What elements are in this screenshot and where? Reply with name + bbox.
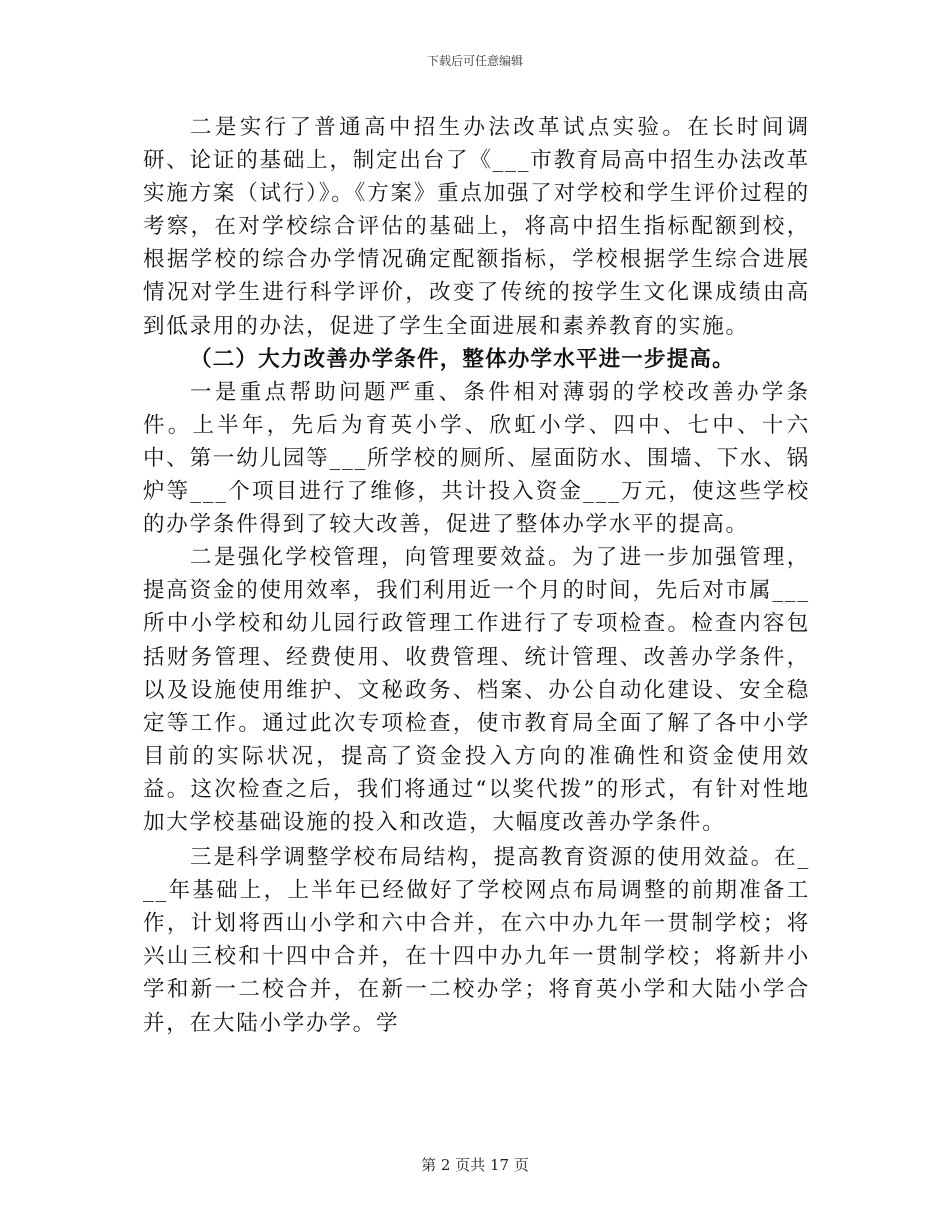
paragraph-school-conditions: 一是重点帮助问题严重、条件相对薄弱的学校改善办学条件。上半年，先后为育英小学、欣虹小学、四中、七中、十六中、第一幼儿园等___所学校的厕所、屋面防水、围墙、下水、锅炉等___个项目进行了维修，共计投入资金___万元，使这些学校的办学条件得到了较大改善，促进了整体办学水平的提高。 — [143, 379, 810, 538]
paragraph-school-layout: 三是科学调整学校布局结构，提高教育资源的使用效益。在___年基础上，上半年已经做好了学校网点布局调整的前期准备工作，计划将西山小学和六中合并，在六中办九年一贯制学校；将兴山三校和十四中合并，在十四中办九年一贯制学校；将新井小学和新一二校合并，在新一二校办学；将育英小学和大陆小学合并，在大陆小学办学。学 — [143, 845, 810, 1036]
document-body — [143, 111, 810, 1040]
page-footer: 第 2 页共 17 页 — [421, 1156, 529, 1174]
section-heading: （二）大力改善办学条件，整体办学水平进一步提高。 — [190, 346, 735, 372]
paragraph-enrollment-reform: 二是实行了普通高中招生办法改革试点实验。在长时间调研、论证的基础上，制定出台了《___市教育局高中招生办法改革实施方案（试行）》。《方案》重点加强了对学校和学生评价过程的考察，在对学校综合评估的基础上，将高中招生指标配额到校，根据学校的综合办学情况确定配额指标，学校根据学生综合进展情况对学生进行科学评价，改变了传统的按学生文化课成绩由高到低录用的办法，促进了学生全面进展和素养教育的实施。 — [143, 115, 810, 339]
page-header: 下载后可任意编辑 — [426, 54, 523, 68]
paragraph-school-management: 二是强化学校管理，向管理要效益。为了进一步加强管理，提高资金的使用效率，我们利用近一个月的时间，先后对市属___所中小学校和幼儿园行政管理工作进行了专项检查。检查内容包括财务管理、经费使用、收费管理、统计管理、改善办学条件，以及设施使用维护、文秘政务、档案、办公自动化建设、安全稳定等工作。通过此次专项检查，使市教育局全面了解了各中小学目前的实际状况，提高了资金投入方向的准确性和资金使用效益。这次检查之后，我们将通过“以奖代拨”的形式，有针对性地加大学校基础设施的投入和改造，大幅度改善办学条件。 — [143, 545, 810, 835]
